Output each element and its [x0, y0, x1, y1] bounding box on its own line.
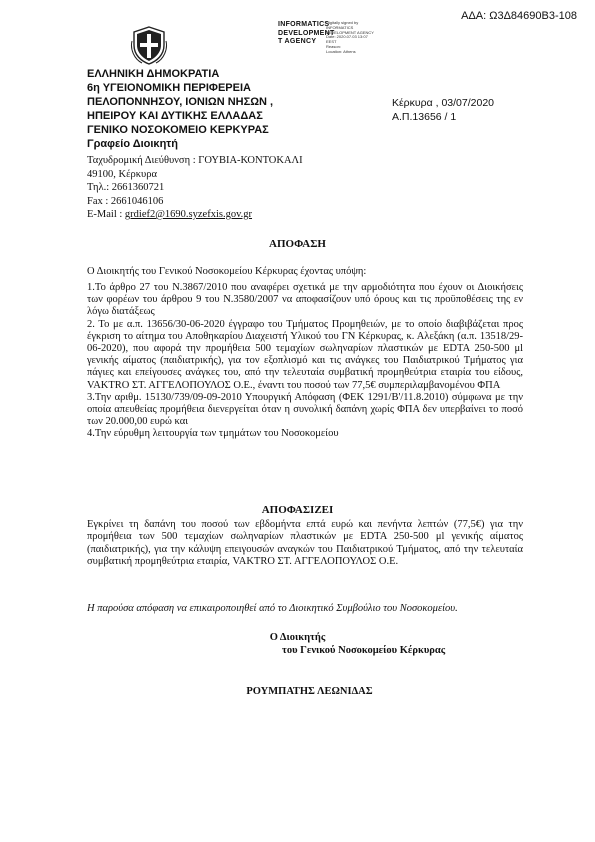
greek-emblem-seal-icon [130, 25, 168, 65]
notice-text: Η παρούσα απόφαση να επικαιροποιηθεί από το Διοικητικό Συμβούλιο του Νοσοκομείου. [87, 603, 458, 614]
document-meta [392, 96, 494, 124]
letterhead-line: ΠΕΛΟΠΟΝΝΗΣΟΥ, ΙΟΝΙΩΝ ΝΗΣΩΝ , [87, 96, 274, 108]
decision-heading: ΑΠΟΦΑΣΙΖΕΙ [261, 504, 334, 516]
digital-signature-details [326, 21, 374, 55]
document-title: ΑΠΟΦΑΣΗ [269, 238, 326, 250]
idg-line: INFORMATICS [278, 21, 330, 28]
protocol-number: Α.Π.13656 / 1 [392, 111, 457, 123]
phone: Τηλ.: 2661360721 [87, 182, 165, 193]
idg-line: DEVELOPMENT [278, 29, 335, 37]
ada-code: ΑΔΑ: Ω3Δ84690Β3-108 [461, 10, 577, 22]
signatory-name: ΡΟΥΜΠΑΤΗΣ ΛΕΩΝΙΔΑΣ [246, 686, 373, 697]
consideration-item: 4.Την εύρυθμη λειτουργία των τμημάτων του Νοσοκομείου [87, 428, 339, 440]
considerations-list [87, 282, 523, 441]
city: 49100, Κέρκυρα [87, 168, 157, 180]
consideration-item: 3.Την αριθμ. 15130/739/09-09-2010 Υπουργική Απόφαση (ΦΕΚ 1291/Β'/11.8.2010) σύμφωνα με την οποία απευθείας προμήθεια διενεργείται όταν η συνολική δαπάνη χωρίς ΦΠΑ δεν υπερβαίνει το ποσό των 20.000,00 ευρώ και [87, 391, 523, 428]
letterhead [87, 67, 273, 137]
consideration-item: 1.Το άρθρο 27 του Ν.3867/2010 που αναφέρει σχετικά με την αρμοδιότητα που έχουν οι Διοικήσεις των φορέων του άρθρου 9 του Ν.3580/2007 να αποφασίζουν υπό όρους και τις προϋποθέσεις της εν λόγω διατάξεως [87, 282, 523, 318]
signatory-organization: του Γενικού Νοσοκομείου Κέρκυρας [282, 645, 446, 656]
email-link[interactable]: grdief2@1690.syzefxis.gov.gr [124, 209, 253, 220]
signature-detail: Reason: [326, 43, 341, 49]
signatory-role: Ο Διοικητής [269, 632, 326, 643]
email-label: E-Mail : [87, 209, 125, 220]
letterhead-line: ΗΠΕΙΡΟΥ ΚΑΙ ΔΥΤΙΚΗΣ ΕΛΛΑΔΑΣ [87, 110, 263, 122]
signature-detail: INFORMATICS [326, 24, 354, 30]
signature-detail: EEST [326, 39, 337, 45]
signature-detail: DEVELOPMENT AGENCY [326, 29, 374, 35]
intro-text: Ο Διοικητής του Γενικού Νοσοκομείου Κέρκυρας έχοντας υπόψη: [87, 266, 367, 277]
postal-address: Ταχυδρομική Διεύθυνση : ΓΟΥΒΙΑ-ΚΟΝΤΟΚΑΛΙ [87, 155, 303, 166]
signature-detail: Digitally signed by [326, 20, 359, 25]
decision-text: Εγκρίνει τη δαπάνη του ποσού των εβδομήντα επτά ευρώ και πενήντα λεπτών (77,5€) για την προμήθεια των 500 τεμαχίων σωληναρίων πλαστικών με EDTA 250-500 μl γενικής αίματος (παιδιατρικής), για την κάλυψη επειγουσών αναγκών του Παιδιατρικού Τμήματος, από την τελευταία συμβατική προμηθεύτρια εταιρία, VAKTRO ΣΤ. ΑΓΓΕΛΟΠΟΥΛΟΣ Ο.Ε. [87, 519, 523, 567]
signature-detail: Location: Athens [326, 48, 356, 54]
fax: Fax : 2661046106 [87, 195, 164, 207]
letterhead-line: ΓΕΝΙΚΟ ΝΟΣΟΚΟΜΕΙΟ ΚΕΡΚΥΡΑΣ [87, 124, 269, 136]
contact-block [87, 154, 303, 222]
idg-line: T AGENCY [278, 38, 317, 45]
document-date: Κέρκυρα , 03/07/2020 [392, 97, 494, 109]
letterhead-line: ΕΛΛΗΝΙΚΗ ΔΗΜΟΚΡΑΤΙΑ [87, 68, 220, 80]
office-name: Γραφείο Διοικητή [87, 138, 178, 150]
email-row [87, 208, 303, 222]
consideration-item: 2. Το με α.π. 13656/30-06-2020 έγγραφο του Τμήματος Προμηθειών, με το οποίο διαβιβάζεται προς έγκριση το αίτημα του Αποθηκαρίου Διαχειστή Υλικού του ΓΝ Κέρκυρας, κ. Αλεξάκη (α.π. 13518/29-06-2020), που αφορά την προμήθεια 500 τεμαχίων σωληναρίων πλαστικών με EDTA 250-500 μl γενικής αίματος (παιδιατρικής), για τον εξοπλισμό και τις ανάγκες του Παιδιατρικού Τμήματος για πάγιες και επείγουσες ανάγκες του, από την τελευταία συμβατική προμηθεύτρια εταιρία του είδους, VAKTRO ΣΤ. ΑΓΓΕΛΟΠΟΥΛΟΣ Ο.Ε., έναντι του ποσού των 77,5€ συμπεριλαμβανομένου ΦΠΑ [87, 318, 523, 391]
signature-detail: Date: 2020.07.03 13:07 [326, 34, 368, 40]
letterhead-line: 6η ΥΓΕΙΟΝΟΜΙΚΗ ΠΕΡΙΦΕΡΕΙΑ [87, 82, 251, 94]
